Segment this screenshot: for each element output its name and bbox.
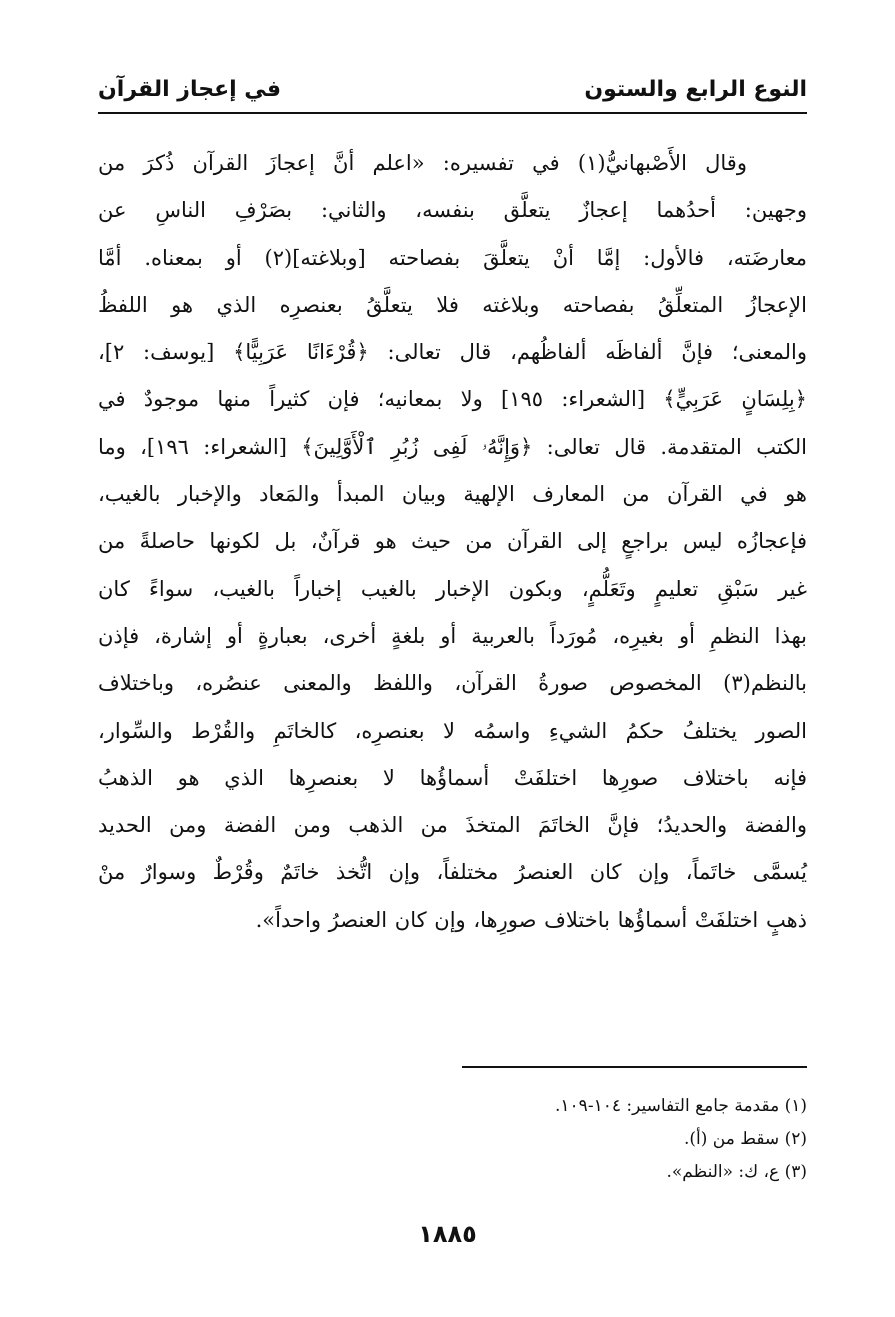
header-divider xyxy=(98,112,807,114)
text-line: فإنه باختلاف صورِها اختلفَتْ أسماؤُها لا بعنصرِها الذي هو الذهبُ xyxy=(98,765,807,790)
chapter-title: النوع الرابع والستون xyxy=(584,76,807,102)
book-section-title: في إعجاز القرآن xyxy=(98,76,281,102)
footnote-3: (٣) ع، ك: «النظم». xyxy=(666,1162,807,1182)
text-line: يُسمَّى خاتَماً، وإن كان العنصرُ مختلفاً، وإن اتُّخذ خاتَمٌ وقُرْطٌ وسوارٌ منْ xyxy=(98,860,807,885)
text-line: هو في القرآن من المعارف الإلهية وبيان المبدأ والمَعاد والإخبار بالغيب، xyxy=(98,482,807,507)
footnote-2: (٢) سقط من (أ). xyxy=(683,1129,807,1149)
text-line: الصور يختلفُ حكمُ الشيءِ واسمُه لا بعنصرِه، كالخاتَمِ والقُرْط والسِّوار، xyxy=(98,718,807,743)
text-line: بهذا النظمِ أو بغيرِه، مُورَداً بالعربية أو بلغةٍ أخرى، بعبارةٍ أو إشارة، فإذن xyxy=(98,623,807,648)
text-line: والمعنى؛ فإنَّ ألفاظَه ألفاظُهم، قال تعالى: ﴿قُرْءَانًا عَرَبِيًّا﴾ [يوسف: ٢]، xyxy=(98,340,807,365)
page-number: ١٨٨٥ xyxy=(418,1220,477,1248)
text-line: فإعجازُه ليس براجعٍ إلى القرآن من حيث هو قرآنٌ، بل لكونها حاصلةً من xyxy=(98,529,807,554)
footnotes xyxy=(98,1090,807,1189)
text-line: وقال الأَصْبهانيُّ(١) في تفسيره: «اعلم أنَّ إعجازَ القرآن ذُكرَ من xyxy=(98,151,747,175)
footnote-divider xyxy=(462,1066,807,1068)
text-line: الكتب المتقدمة. قال تعالى: ﴿وَإِنَّهُۥ لَفِى زُبُرِ ٱلْأَوَّلِينَ﴾ [الشعراء: ١٩٦]، وما xyxy=(98,434,807,459)
running-header xyxy=(98,68,807,110)
text-line: بالنظم(٣) المخصوص صورةُ القرآن، واللفظ والمعنى عنصُره، وباختلاف xyxy=(98,671,807,696)
text-line: ﴿بِلِسَانٍ عَرَبِيٍّ﴾ [الشعراء: ١٩٥] ولا بمعانيه؛ فإن كثيراً منها موجودٌ في xyxy=(98,387,807,412)
text-line: ذهبٍ اختلفَتْ أسماؤُها باختلاف صورِها، وإن كان العنصرُ واحداً». xyxy=(255,907,807,932)
main-text-block xyxy=(98,140,807,944)
text-line: الإعجازُ المتعلِّقُ بفصاحته وبلاغته فلا يتعلَّقُ بعنصرِه الذي هو اللفظُ xyxy=(98,292,807,317)
text-line: معارضَته، فالأول: إمَّا أنْ يتعلَّقَ بفصاحته [وبلاغته](٢) أو بمعناه. أمَّا xyxy=(98,245,807,270)
footnote-1: (١) مقدمة جامع التفاسير: ١٠٤-١٠٩. xyxy=(555,1096,807,1116)
text-line: والفضة والحديدُ؛ فإنَّ الخاتَمَ المتخذَ من الذهب ومن الفضة ومن الحديد xyxy=(98,813,807,838)
text-line: وجهين: أحدُهما إعجازٌ يتعلَّق بنفسه، والثاني: بصَرْفِ الناسِ عن xyxy=(98,198,807,223)
text-line: غير سَبْقِ تعليمٍ وتَعَلُّمٍ، وبكون الإخبار بالغيب إخباراً بالغيب، سواءً كان xyxy=(98,576,807,601)
